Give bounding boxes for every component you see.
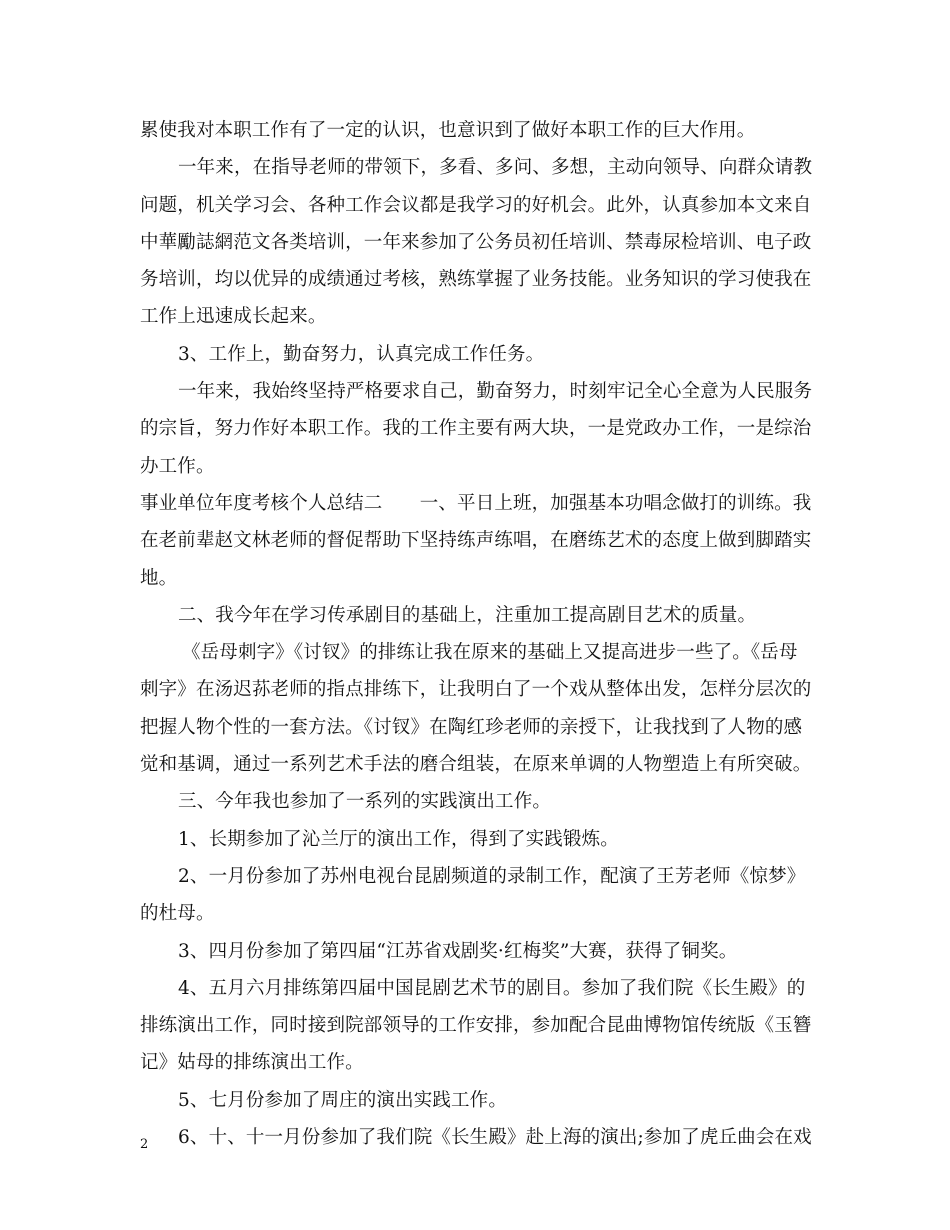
text-line: 排练演出工作，同时接到院部领导的工作安排，参加配合昆曲博物馆传统版《玉簪 bbox=[140, 1015, 812, 1037]
text-line: 刺字》在汤迟荪老师的指点排练下，让我明白了一个戏从整体出发，怎样分层次的 bbox=[140, 679, 812, 701]
section-heading-line: 事业单位年度考核个人总结二 一、平日上班，加强基本功唱念做打的训练。我 bbox=[140, 492, 812, 514]
text-line: 中華勵誌網范文各类培训，一年来参加了公务员初任培训、禁毒尿检培训、电子政 bbox=[140, 231, 812, 253]
text-line: 地。 bbox=[140, 567, 178, 589]
text-line: 觉和基调，通过一系列艺术手法的磨合组装，在原来单调的人物塑造上有所突破。 bbox=[140, 754, 812, 776]
text-line: 二、我今年在学习传承剧目的基础上，注重加工提高剧目艺术的质量。 bbox=[178, 604, 757, 626]
text-line: 务培训，均以优异的成绩通过考核，熟练掌握了业务技能。业务知识的学习使我在 bbox=[140, 269, 812, 291]
text-line: 记》姑母的排练演出工作。 bbox=[140, 1052, 364, 1074]
text-line: 问题，机关学习会、各种工作会议都是我学习的好机会。此外，认真参加本文来自 bbox=[140, 194, 812, 216]
text-line: 3、四月份参加了第四届“江苏省戏剧奖·红梅奖”大赛，获得了铜奖。 bbox=[178, 940, 738, 962]
text-line: 6、十、十一月份参加了我们院《长生殿》赴上海的演出;参加了虎丘曲会在戏 bbox=[178, 1127, 812, 1149]
page-number: 2 bbox=[140, 1137, 149, 1152]
text-line: 的宗旨，努力作好本职工作。我的工作主要有两大块，一是党政办工作，一是综治 bbox=[140, 418, 812, 440]
text-line: 一年来，我始终坚持严格要求自己，勤奋努力，时刻牢记全心全意为人民服务 bbox=[178, 381, 813, 403]
text-line: 5、七月份参加了周庄的演出实践工作。 bbox=[178, 1089, 507, 1111]
text-line: 在老前辈赵文林老师的督促帮助下坚持练声练唱，在磨练艺术的态度上做到脚踏实 bbox=[140, 530, 812, 552]
text-line: 一年来，在指导老师的带领下，多看、多问、多想，主动向领导、向群众请教 bbox=[178, 157, 813, 179]
text-line: 办工作。 bbox=[140, 455, 215, 477]
document-body bbox=[140, 112, 820, 1156]
text-line: 累使我对本职工作有了一定的认识，也意识到了做好本职工作的巨大作用。 bbox=[140, 120, 756, 141]
text-line: 把握人物个性的一套方法。《讨钗》在陶红珍老师的亲授下，让我找到了人物的感 bbox=[140, 716, 803, 738]
text-line: 4、五月六月排练第四届中国昆剧艺术节的剧目。参加了我们院《长生殿》的 bbox=[178, 977, 806, 999]
text-line: 工作上迅速成长起来。 bbox=[140, 306, 327, 328]
text-line: 2、一月份参加了苏州电视台昆剧频道的录制工作，配演了王芳老师《惊梦》 bbox=[178, 865, 806, 887]
text-line: 1、长期参加了沁兰厅的演出工作，得到了实践锻炼。 bbox=[178, 828, 619, 850]
text-line: 的杜母。 bbox=[140, 903, 215, 925]
text-line: 3、工作上，勤奋努力，认真完成工作任务。 bbox=[178, 343, 545, 365]
text-line: 《岳母刺字》《讨钗》的排练让我在原来的基础上又提高进步一些了。《岳母 bbox=[182, 642, 798, 664]
text-line: 三、今年我也参加了一系列的实践演出工作。 bbox=[178, 791, 552, 813]
